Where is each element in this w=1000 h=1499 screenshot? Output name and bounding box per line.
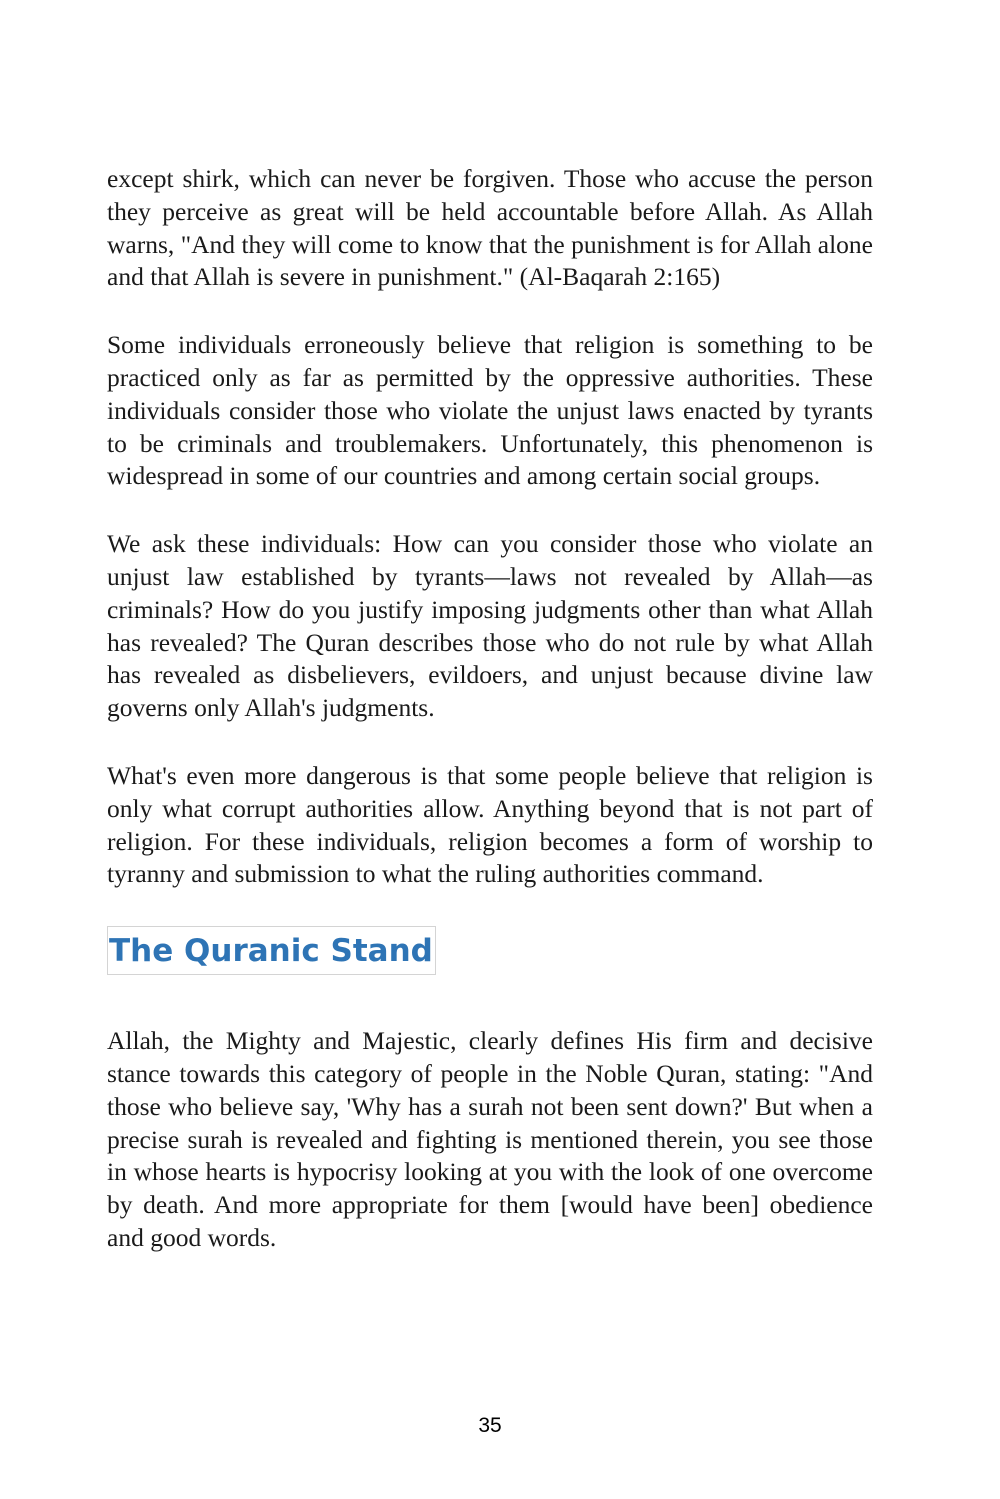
- body-paragraph: except shirk, which can never be forgiven. Those who accuse the person they perceive as great will be held accountable before Allah. As Allah warns, "And they will come to know that the punishment is for Allah alone and that Allah is severe in punishment." (Al-Baqarah 2:165): [107, 164, 873, 292]
- page-content: [107, 163, 873, 1290]
- body-paragraph: Some individuals erroneously believe that religion is something to be practiced only as far as permitted by the oppressive authorities. These individuals consider those who violate the unjust laws enacted by tyrants to be criminals and troublemakers. Unfortunately, this phenomenon is widespread in some of our countries and among certain social groups.: [107, 330, 873, 491]
- page-number: 35: [478, 1414, 502, 1437]
- section-heading: The Quranic Stand: [107, 926, 436, 975]
- section-heading-wrapper: [107, 926, 873, 975]
- body-paragraph: What's even more dangerous is that some people believe that religion is only what corrupt authorities allow. Anything beyond that is not part of religion. For these individuals, religion becomes a form of worship to tyranny and submission to what the ruling authorities command.: [107, 760, 873, 889]
- body-paragraph: Allah, the Mighty and Majestic, clearly defines His firm and decisive stance towards this category of people in the Noble Quran, stating: "And those who believe say, 'Why has a surah not been sent down?' But when a precise surah is revealed and fighting is mentioned therein, you see those in whose hearts is hypocrisy looking at you with the look of one overcome by death. And more appropriate for them [would have been] obedience and good words.: [107, 1026, 873, 1252]
- body-paragraph: We ask these individuals: How can you consider those who violate an unjust law established by tyrants—laws not revealed by Allah—as criminals? How do you justify imposing judgments other than what Allah has revealed? The Quran describes those who do not rule by what Allah has revealed as disbelievers, evildoers, and unjust because divine law governs only Allah's judgments.: [107, 529, 873, 723]
